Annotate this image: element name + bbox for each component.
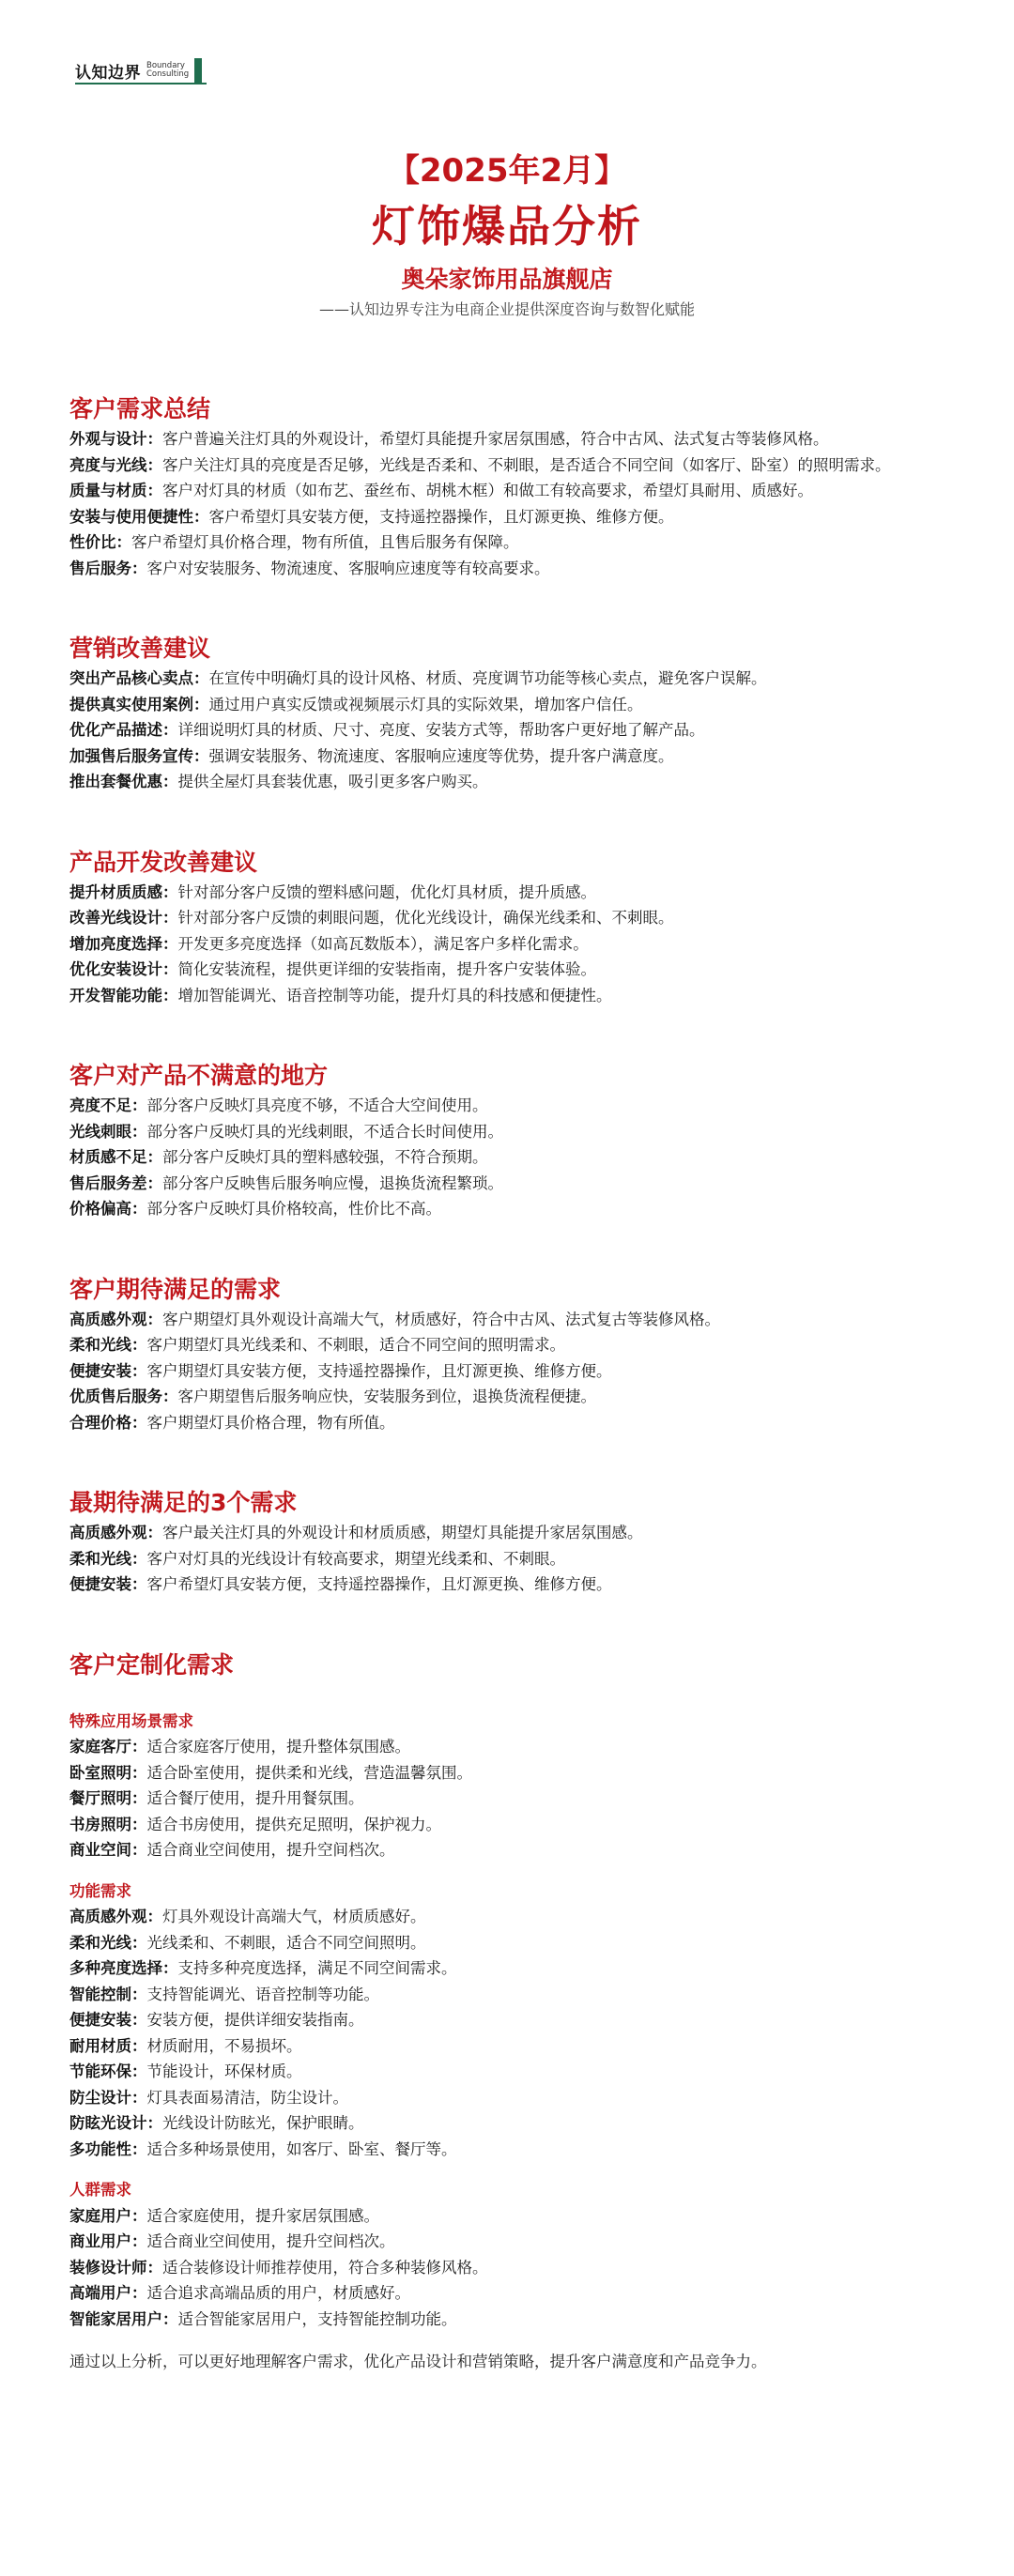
list-item bbox=[69, 666, 943, 692]
list-item bbox=[69, 1119, 943, 1145]
item-text: 部分客户反映灯具亮度不够，不适合大空间使用。 bbox=[146, 1096, 488, 1114]
report-subtitle: ——认知边界专注为电商企业提供深度咨询与数智化赋能 bbox=[318, 300, 695, 318]
section-title: 客户定制化需求 bbox=[69, 1650, 235, 1679]
item-label: 优化产品描述： bbox=[69, 721, 178, 739]
item-label: 加强售后服务宣传： bbox=[69, 746, 209, 765]
item-text: 部分客户反映灯具的塑料感较强，不符合预期。 bbox=[162, 1148, 488, 1166]
item-text: 部分客户反映售后服务响应慢，退换货流程繁琐。 bbox=[162, 1173, 503, 1192]
list-item bbox=[69, 1982, 943, 2008]
item-text: 客户希望灯具安装方便，支持遥控器操作，且灯源更换、维修方便。 bbox=[208, 507, 674, 526]
item-label: 售后服务： bbox=[69, 559, 147, 577]
brand-logo bbox=[75, 58, 202, 83]
item-label: 餐厅照明： bbox=[69, 1789, 147, 1807]
item-label: 高质感外观： bbox=[69, 1524, 162, 1541]
list-item bbox=[69, 452, 943, 479]
section-title: 营销改善建议 bbox=[69, 635, 211, 662]
list-item bbox=[69, 1307, 943, 1333]
item-text: 适合家庭使用，提升家居氛围感。 bbox=[146, 2206, 379, 2225]
logo-bar bbox=[194, 58, 202, 83]
item-label: 高端用户： bbox=[69, 2284, 147, 2302]
list-item bbox=[69, 1572, 943, 1598]
item-text: 灯具表面易清洁，防尘设计。 bbox=[146, 2088, 348, 2107]
logo-english bbox=[146, 62, 189, 79]
item-text: 强调安装服务、物流速度、客服响应速度等优势，提升客户满意度。 bbox=[208, 746, 674, 765]
item-text: 通过用户真实反馈或视频展示灯具的实际效果，增加客户信任。 bbox=[208, 695, 643, 713]
item-text: 客户希望灯具安装方便，支持遥控器操作，且灯源更换、维修方便。 bbox=[146, 1575, 612, 1593]
item-text: 适合装修设计师推荐使用，符合多种装修风格。 bbox=[162, 2258, 488, 2277]
item-label: 外观与设计： bbox=[69, 430, 162, 448]
item-label: 耐用材质： bbox=[69, 2036, 147, 2055]
list-item bbox=[69, 2110, 943, 2137]
item-label: 智能家居用户： bbox=[69, 2309, 178, 2328]
list-item bbox=[69, 556, 943, 582]
list-item bbox=[69, 692, 943, 718]
item-text: 客户期望灯具光线柔和、不刺眼，适合不同空间的照明需求。 bbox=[146, 1336, 565, 1354]
item-label: 性价比： bbox=[69, 533, 131, 551]
list-item bbox=[69, 2203, 943, 2230]
list-item bbox=[69, 1786, 943, 1812]
list-item bbox=[69, 478, 943, 504]
item-text: 光线柔和、不刺眼，适合不同空间照明。 bbox=[146, 1933, 426, 1952]
list-item bbox=[69, 2059, 943, 2085]
item-label: 商业空间： bbox=[69, 1841, 147, 1859]
section-4 bbox=[69, 1059, 943, 1222]
item-label: 开发智能功能： bbox=[69, 986, 178, 1004]
item-label: 售后服务差： bbox=[69, 1173, 162, 1192]
list-item bbox=[69, 717, 943, 744]
subsection-title: 功能需求 bbox=[69, 1881, 131, 1900]
item-label: 多种亮度选择： bbox=[69, 1959, 178, 1977]
item-label: 商业用户： bbox=[69, 2232, 147, 2250]
item-label: 便捷安装： bbox=[69, 2011, 147, 2029]
list-item bbox=[69, 1904, 943, 1930]
item-label: 家庭用户： bbox=[69, 2206, 147, 2225]
list-item bbox=[69, 1093, 943, 1119]
item-text: 灯具外观设计高端大气，材质质感好。 bbox=[162, 1908, 426, 1925]
item-text: 适合家庭客厅使用，提升整体氛围感。 bbox=[146, 1738, 410, 1756]
item-text: 针对部分客户反馈的塑料感问题，优化灯具材质，提升质感。 bbox=[177, 882, 596, 901]
item-text: 节能设计，环保材质。 bbox=[146, 2062, 302, 2080]
list-item bbox=[69, 2085, 943, 2111]
list-item bbox=[69, 983, 943, 1009]
item-text: 客户最关注灯具的外观设计和材质质感，期望灯具能提升家居氛围感。 bbox=[162, 1524, 643, 1541]
item-label: 书房照明： bbox=[69, 1815, 147, 1833]
list-item bbox=[69, 1760, 943, 1786]
list-item bbox=[69, 744, 943, 770]
item-text: 客户期望售后服务响应快，安装服务到位，退换货流程便捷。 bbox=[177, 1388, 596, 1405]
logo-english-line1: Boundary bbox=[146, 61, 185, 70]
item-label: 柔和光线： bbox=[69, 1336, 147, 1354]
list-item bbox=[69, 1546, 943, 1572]
list-item bbox=[69, 2307, 943, 2333]
item-label: 提供真实使用案例： bbox=[69, 695, 209, 713]
item-text: 客户期望灯具价格合理，物有所值。 bbox=[146, 1413, 395, 1432]
item-text: 客户对灯具的光线设计有较高要求，期望光线柔和、不刺眼。 bbox=[146, 1549, 565, 1568]
subsection-title: 人群需求 bbox=[69, 2181, 131, 2199]
logo-underline bbox=[75, 83, 207, 84]
list-item bbox=[69, 1171, 943, 1197]
item-label: 高质感外观： bbox=[69, 1310, 162, 1328]
logo-name: 认知边界 bbox=[75, 63, 141, 83]
list-item bbox=[69, 2229, 943, 2255]
item-label: 高质感外观： bbox=[69, 1908, 162, 1925]
section-title: 产品开发改善建议 bbox=[69, 848, 258, 876]
item-label: 质量与材质： bbox=[69, 482, 162, 499]
item-text: 适合卧室使用，提供柔和光线，营造温馨氛围。 bbox=[146, 1763, 472, 1782]
section-title: 客户对产品不满意的地方 bbox=[69, 1062, 329, 1089]
subsection-title: 特殊应用场景需求 bbox=[69, 1711, 193, 1730]
list-item bbox=[69, 1144, 943, 1171]
list-item bbox=[69, 905, 943, 931]
item-label: 节能环保： bbox=[69, 2062, 147, 2080]
item-label: 增加亮度选择： bbox=[69, 934, 178, 953]
item-text: 适合智能家居用户，支持智能控制功能。 bbox=[177, 2309, 457, 2328]
item-label: 多功能性： bbox=[69, 2139, 147, 2158]
list-item bbox=[69, 1930, 943, 1956]
item-text: 支持智能调光、语音控制等功能。 bbox=[146, 1985, 379, 2003]
list-item bbox=[69, 1358, 943, 1385]
item-text: 客户普遍关注灯具的外观设计，希望灯具能提升家居氛围感，符合中古风、法式复古等装修风格。 bbox=[162, 430, 829, 448]
list-item bbox=[69, 769, 943, 795]
item-label: 光线刺眼： bbox=[69, 1122, 147, 1141]
item-label: 价格偏高： bbox=[69, 1200, 147, 1218]
item-label: 柔和光线： bbox=[69, 1933, 147, 1952]
section-title: 最期待满足的3个需求 bbox=[69, 1489, 298, 1516]
item-text: 客户希望灯具价格合理，物有所值，且售后服务有保障。 bbox=[131, 533, 519, 551]
list-item bbox=[69, 1196, 943, 1222]
section-1 bbox=[69, 392, 943, 581]
item-text: 在宣传中明确灯具的设计风格、材质、亮度调节功能等核心卖点，避免客户误解。 bbox=[208, 669, 767, 687]
list-item bbox=[69, 957, 943, 983]
item-label: 装修设计师： bbox=[69, 2258, 162, 2277]
item-text: 部分客户反映灯具的光线刺眼，不适合长时间使用。 bbox=[146, 1122, 503, 1141]
section-title: 客户需求总结 bbox=[69, 395, 211, 422]
item-label: 材质感不足： bbox=[69, 1148, 162, 1166]
item-label: 便捷安装： bbox=[69, 1575, 147, 1593]
report-title: 灯饰爆品分析 bbox=[372, 201, 642, 252]
list-item bbox=[69, 2007, 943, 2033]
item-text: 客户关注灯具的亮度是否足够，光线是否柔和、不刺眼，是否适合不同空间（如客厅、卧室）的照明需求。 bbox=[162, 455, 891, 474]
section-6 bbox=[69, 1486, 943, 1598]
item-label: 亮度与光线： bbox=[69, 455, 162, 474]
item-text: 支持多种亮度选择，满足不同空间需求。 bbox=[177, 1959, 457, 1977]
report-header bbox=[0, 150, 1014, 321]
item-label: 防尘设计： bbox=[69, 2088, 147, 2107]
item-label: 卧室照明： bbox=[69, 1763, 147, 1782]
list-item bbox=[69, 1332, 943, 1358]
item-text: 开发更多亮度选择（如高瓦数版本），满足客户多样化需求。 bbox=[177, 934, 589, 953]
item-label: 优质售后服务： bbox=[69, 1388, 178, 1405]
section-2 bbox=[69, 632, 943, 795]
item-text: 适合商业空间使用，提升空间档次。 bbox=[146, 1841, 395, 1859]
section-title: 客户期待满足的需求 bbox=[69, 1275, 282, 1303]
item-label: 安装与使用便捷性： bbox=[69, 507, 209, 526]
item-label: 便捷安装： bbox=[69, 1361, 147, 1380]
item-text: 增加智能调光、语音控制等功能，提升灯具的科技感和便捷性。 bbox=[177, 986, 612, 1004]
list-item bbox=[69, 2033, 943, 2060]
item-text: 针对部分客户反馈的刺眼问题，优化光线设计，确保光线柔和、不刺眼。 bbox=[177, 909, 674, 927]
item-text: 客户对安装服务、物流速度、客服响应速度等有较高要求。 bbox=[146, 559, 550, 577]
logo-english-line2: Consulting bbox=[146, 69, 190, 79]
list-item bbox=[69, 1520, 943, 1546]
item-label: 推出套餐优惠： bbox=[69, 773, 178, 790]
report-body bbox=[69, 392, 943, 2375]
item-label: 亮度不足： bbox=[69, 1096, 147, 1114]
item-label: 合理价格： bbox=[69, 1413, 147, 1432]
list-item bbox=[69, 880, 943, 906]
item-label: 防眩光设计： bbox=[69, 2114, 162, 2132]
item-text: 提供全屋灯具套装优惠，吸引更多客户购买。 bbox=[177, 773, 488, 790]
item-text: 适合书房使用，提供充足照明，保护视力。 bbox=[146, 1815, 441, 1833]
item-text: 详细说明灯具的材质、尺寸、亮度、安装方式等，帮助客户更好地了解产品。 bbox=[177, 721, 705, 739]
item-text: 部分客户反映灯具价格较高，性价比不高。 bbox=[146, 1200, 441, 1218]
item-text: 适合追求高端品质的用户，材质感好。 bbox=[146, 2284, 410, 2302]
list-item bbox=[69, 426, 943, 452]
section-3 bbox=[69, 846, 943, 1009]
list-item bbox=[69, 1734, 943, 1760]
list-item bbox=[69, 1410, 943, 1436]
item-text: 适合商业空间使用，提升空间档次。 bbox=[146, 2232, 395, 2250]
list-item bbox=[69, 1837, 943, 1863]
list-item bbox=[69, 2137, 943, 2163]
item-text: 客户对灯具的材质（如布艺、蚕丝布、胡桃木框）和做工有较高要求，希望灯具耐用、质感好。 bbox=[162, 482, 813, 499]
item-label: 柔和光线： bbox=[69, 1549, 147, 1568]
section-5 bbox=[69, 1273, 943, 1436]
item-label: 优化安装设计： bbox=[69, 960, 178, 978]
item-label: 改善光线设计： bbox=[69, 909, 178, 927]
summary-footer: 通过以上分析，可以更好地理解客户需求，优化产品设计和营销策略，提升客户满意度和产品竞争力。 bbox=[69, 2353, 767, 2370]
item-text: 简化安装流程，提供更详细的安装指南，提升客户安装体验。 bbox=[177, 960, 596, 978]
report-date: 【2025年2月】 bbox=[387, 152, 627, 190]
item-label: 家庭客厅： bbox=[69, 1738, 147, 1756]
list-item bbox=[69, 2255, 943, 2281]
section-custom-needs bbox=[69, 1648, 943, 2333]
item-text: 适合多种场景使用，如客厅、卧室、餐厅等。 bbox=[146, 2139, 457, 2158]
list-item bbox=[69, 931, 943, 958]
list-item bbox=[69, 504, 943, 530]
item-label: 突出产品核心卖点： bbox=[69, 669, 209, 687]
list-item bbox=[69, 1812, 943, 1838]
item-text: 材质耐用，不易损坏。 bbox=[146, 2036, 302, 2055]
item-text: 客户期望灯具外观设计高端大气，材质感好，符合中古风、法式复古等装修风格。 bbox=[162, 1310, 720, 1328]
item-label: 提升材质质感： bbox=[69, 882, 178, 901]
list-item bbox=[69, 1955, 943, 1982]
item-text: 客户期望灯具安装方便，支持遥控器操作，且灯源更换、维修方便。 bbox=[146, 1361, 612, 1380]
item-text: 适合餐厅使用，提升用餐氛围。 bbox=[146, 1789, 364, 1807]
list-item bbox=[69, 529, 943, 556]
list-item bbox=[69, 1384, 943, 1410]
item-text: 安装方便，提供详细安装指南。 bbox=[146, 2011, 364, 2029]
list-item bbox=[69, 2280, 943, 2307]
item-label: 智能控制： bbox=[69, 1985, 147, 2003]
shop-name: 奥朵家饰用品旗舰店 bbox=[401, 266, 613, 293]
item-text: 光线设计防眩光，保护眼睛。 bbox=[162, 2114, 364, 2132]
